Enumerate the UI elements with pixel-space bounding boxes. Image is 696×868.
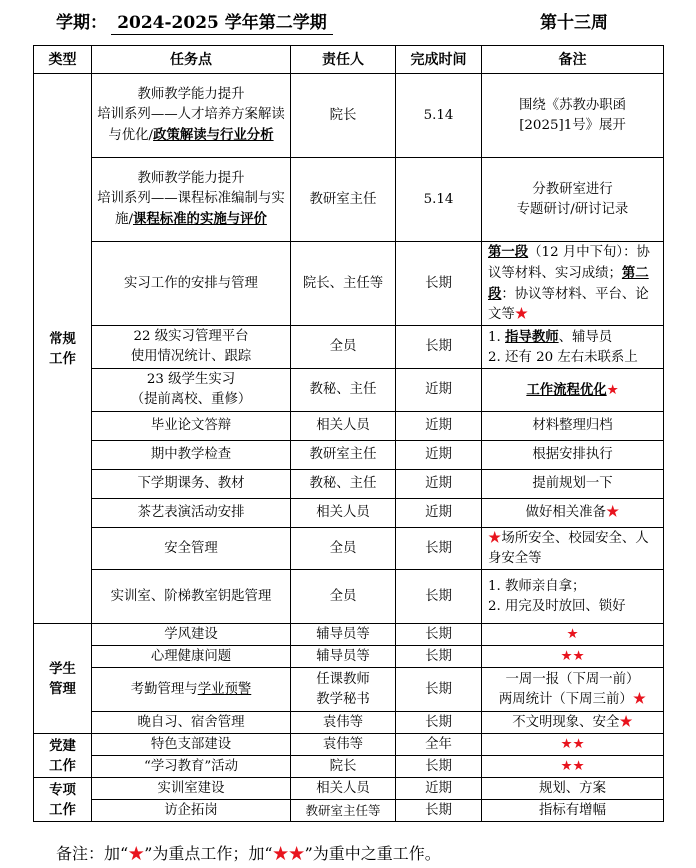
table-row (34, 668, 664, 712)
note-cell: 一周一报（下周一前） 两周统计（下周三前）★ (482, 668, 664, 712)
star-icon: ★ (619, 714, 633, 730)
owner-cell: 袁伟等 (291, 712, 396, 734)
category-special: 专项工作 (34, 778, 92, 822)
table-row (34, 734, 664, 756)
owner-cell: 任课教师 教学秘书 (291, 668, 396, 712)
table-row (34, 369, 664, 412)
time-cell: 5.14 (396, 74, 482, 158)
star-icon: ★ (488, 530, 502, 546)
task-cell: 教师教学能力提升 培训系列——人才培养方案解读与优化/政策解读与行业分析 (92, 74, 291, 158)
note-cell: 做好相关准备★ (482, 499, 664, 528)
task-cell: 学风建设 (92, 624, 291, 646)
table-row (34, 470, 664, 499)
table-row (34, 624, 664, 646)
table-row (34, 158, 664, 242)
owner-cell: 教秘、主任 (291, 470, 396, 499)
table-row (34, 499, 664, 528)
column-header-time: 完成时间 (396, 46, 482, 74)
time-cell: 近期 (396, 470, 482, 499)
task-cell: 考勤管理与学业预警 (92, 668, 291, 712)
star-icon: ★ (514, 307, 529, 322)
note-cell: 第一段（12 月中下旬）：协议等材料、实习成绩；第二段：协议等材料、平台、论文等★ (482, 242, 664, 326)
owner-cell: 院长、主任等 (291, 242, 396, 326)
term-value: 2024-2025 学年第二学期 (111, 8, 333, 35)
task-cell: 实训室建设 (92, 778, 291, 800)
task-cell: 安全管理 (92, 528, 291, 570)
task-cell: 期中教学检查 (92, 441, 291, 470)
time-cell: 长期 (396, 528, 482, 570)
owner-cell: 辅导员等 (291, 624, 396, 646)
table-row (34, 441, 664, 470)
time-cell: 长期 (396, 326, 482, 369)
note-cell (482, 756, 664, 778)
time-cell: 长期 (396, 756, 482, 778)
note-cell: 分教研室进行 专题研讨/研讨记录 (482, 158, 664, 242)
table-row (34, 570, 664, 624)
note-cell (482, 734, 664, 756)
note-cell: 指标有增幅 (482, 800, 664, 822)
owner-cell: 教研室主任 (291, 441, 396, 470)
note-cell: 1. 指导教师、辅导员 2. 还有 20 左右未联系上 (482, 326, 664, 369)
note-cell: 不文明现象、安全★ (482, 712, 664, 734)
time-cell: 长期 (396, 646, 482, 668)
owner-cell: 全员 (291, 570, 396, 624)
note-cell: 1. 教师亲自拿； 2. 用完及时放回、锁好 (482, 570, 664, 624)
double-star-icon: ★★ (560, 736, 585, 752)
task-cell: 22 级实习管理平台 使用情况统计、跟踪 (92, 326, 291, 369)
time-cell: 全年 (396, 734, 482, 756)
owner-cell: 相关人员 (291, 778, 396, 800)
star-icon: ★ (128, 844, 145, 863)
table-header-row (34, 46, 664, 74)
owner-cell: 院长 (291, 74, 396, 158)
column-header-task: 任务点 (92, 46, 291, 74)
table-row (34, 756, 664, 778)
task-cell: “学习教育”活动 (92, 756, 291, 778)
table-row (34, 712, 664, 734)
double-star-icon: ★★ (272, 844, 305, 863)
owner-cell: 相关人员 (291, 412, 396, 441)
task-cell: 23 级学生实习 （提前离校、重修） (92, 369, 291, 412)
time-cell: 近期 (396, 778, 482, 800)
owner-cell: 相关人员 (291, 499, 396, 528)
owner-cell: 辅导员等 (291, 646, 396, 668)
task-cell: 毕业论文答辩 (92, 412, 291, 441)
time-cell: 近期 (396, 441, 482, 470)
table-row (34, 778, 664, 800)
owner-cell: 教研室主任等 (291, 800, 396, 822)
column-header-type: 类型 (34, 46, 92, 74)
week-label: 第十三周 (540, 13, 608, 33)
task-cell: 心理健康问题 (92, 646, 291, 668)
task-cell: 下学期课务、教材 (92, 470, 291, 499)
owner-cell: 袁伟等 (291, 734, 396, 756)
table-row (34, 412, 664, 441)
owner-cell: 教秘、主任 (291, 369, 396, 412)
owner-cell: 院长 (291, 756, 396, 778)
table-row (34, 242, 664, 326)
star-icon: ★ (566, 626, 579, 642)
owner-cell: 教研室主任 (291, 158, 396, 242)
double-star-icon: ★★ (560, 648, 585, 664)
owner-cell: 全员 (291, 528, 396, 570)
star-icon: ★ (605, 505, 620, 520)
task-cell: 茶艺表演活动安排 (92, 499, 291, 528)
star-icon: ★ (606, 382, 619, 398)
task-cell: 教师教学能力提升 培训系列——课程标准编制与实施/课程标准的实施与评价 (92, 158, 291, 242)
task-cell: 晚自习、宿舍管理 (92, 712, 291, 734)
time-cell: 近期 (396, 369, 482, 412)
category-party: 党建工作 (34, 734, 92, 778)
time-cell: 近期 (396, 412, 482, 441)
note-cell: ★场所安全、校园安全、人身安全等 (482, 528, 664, 570)
term-header (56, 8, 333, 35)
category-student: 学生管理 (34, 624, 92, 734)
column-header-note: 备注 (482, 46, 664, 74)
table-row (34, 74, 664, 158)
owner-cell: 全员 (291, 326, 396, 369)
column-header-owner: 责任人 (291, 46, 396, 74)
star-icon: ★ (632, 691, 647, 707)
task-cell: 实训室、阶梯教室钥匙管理 (92, 570, 291, 624)
time-cell: 长期 (396, 570, 482, 624)
note-cell: 围绕《苏教办职函[2025]1号》展开 (482, 74, 664, 158)
time-cell: 长期 (396, 624, 482, 646)
note-cell (482, 624, 664, 646)
category-routine: 常规工作 (34, 74, 92, 624)
double-star-icon: ★★ (560, 758, 585, 774)
time-cell: 长期 (396, 668, 482, 712)
task-cell: 访企拓岗 (92, 800, 291, 822)
note-cell (482, 646, 664, 668)
time-cell: 长期 (396, 800, 482, 822)
footer-note: 备注：加“★”为重点工作；加“★★”为重中之重工作。 (56, 844, 441, 863)
note-cell: 工作流程优化★ (482, 369, 664, 412)
table-row (34, 326, 664, 369)
time-cell: 5.14 (396, 158, 482, 242)
schedule-table (33, 45, 664, 822)
table-row (34, 528, 664, 570)
term-label: 学期： (56, 13, 107, 33)
note-cell: 规划、方案 (482, 778, 664, 800)
task-cell: 实习工作的安排与管理 (92, 242, 291, 326)
note-cell: 材料整理归档 (482, 412, 664, 441)
table-row (34, 646, 664, 668)
task-cell: 特色支部建设 (92, 734, 291, 756)
table-row (34, 800, 664, 822)
time-cell: 近期 (396, 499, 482, 528)
time-cell: 长期 (396, 242, 482, 326)
note-cell: 提前规划一下 (482, 470, 664, 499)
time-cell: 长期 (396, 712, 482, 734)
note-cell: 根据安排执行 (482, 441, 664, 470)
